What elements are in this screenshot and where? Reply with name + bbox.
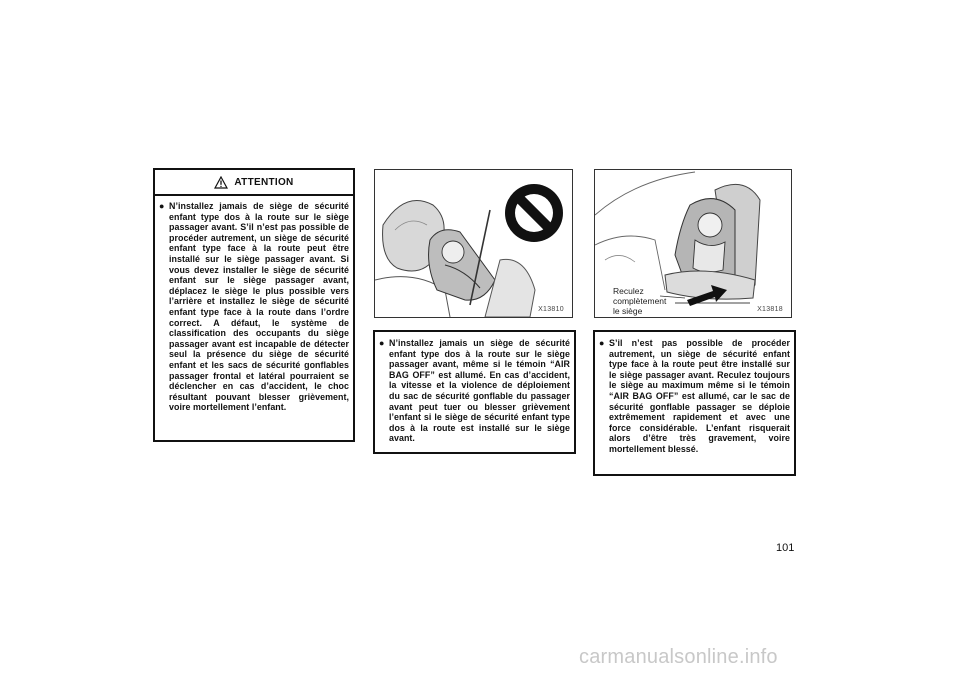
- bullet-icon: ●: [599, 338, 605, 348]
- figure-code: X13818: [757, 306, 783, 313]
- bullet-icon: ●: [379, 338, 385, 348]
- figure-label-line: Reculez: [613, 286, 644, 296]
- figure-label-line: le siège: [613, 306, 643, 316]
- figure-code: X13810: [538, 306, 564, 313]
- warning-box-rear-facing: [373, 330, 576, 454]
- watermark: carmanualsonline.info: [579, 646, 778, 668]
- illustration-airbag-rear-facing: [375, 170, 572, 317]
- warning-paragraph: [375, 338, 574, 444]
- attention-header: [155, 170, 353, 196]
- page-number: 101: [776, 542, 795, 554]
- figure-label-line: complètement: [613, 296, 667, 306]
- attention-title: ATTENTION: [234, 176, 294, 188]
- attention-text: N’installez jamais de siège de sécurité enfant type dos à la route sur le siège passager avant. S’il n’est pas possible de procéder autrement, un siège de sécurité enfant type face à la route peut être installé sur le siège passager avant. Si vous devez installer le siège de sécurité enfant sur le siège passager avant, déplacez le siège le plus possible vers l’arrière et installez le siège de sécurité enfant type face à la route dans l’ordre correct. A défaut, le système de classification des occupants du siège passager avant est incapable de détecter seul la présence du siège de sécurité enfant et les sacs de sécurité gonflables passager frontal et latéral pourraient se déclencher en cas d’accident, le choc résultant pouvant blesser grièvement, voire mortellement l’enfant.: [169, 201, 349, 413]
- figure-rear-facing-seat: [374, 169, 573, 318]
- warning-text: N’installez jamais un siège de sécurité enfant type dos à la route sur le siège passager avant, même si le témoin “AIR BAG OFF” est allumé. En cas d’accident, la vitesse et la violence de déploiement du sac de sécurité gonflable du passager avant peut tuer ou blesser grièvement l’enfant si le siège de sécurité enfant type dos à la route est installé sur le siège avant.: [389, 338, 570, 444]
- warning-text: S’il n’est pas possible de procéder autrement, un siège de sécurité enfant type face à la route peut être installé sur le siège passager avant. Reculez toujours le siège au maximum même si le témoin “AIR BAG OFF” est allumé, car le sac de sécurité gonflable passager se déploie extrêmement rapidement et avec une force considérable. L’enfant risquerait alors d’être très gravement, voire mortellement blessé.: [609, 338, 790, 454]
- prohibited-icon: [505, 184, 563, 242]
- attention-box: [153, 168, 355, 442]
- warning-box-forward-facing: [593, 330, 796, 476]
- figure-label: [613, 286, 666, 316]
- figure-forward-facing-seat: [594, 169, 792, 318]
- bullet-icon: ●: [159, 201, 165, 211]
- attention-paragraph: [155, 201, 353, 413]
- warning-paragraph: [595, 338, 794, 455]
- warning-triangle-icon: [214, 176, 228, 189]
